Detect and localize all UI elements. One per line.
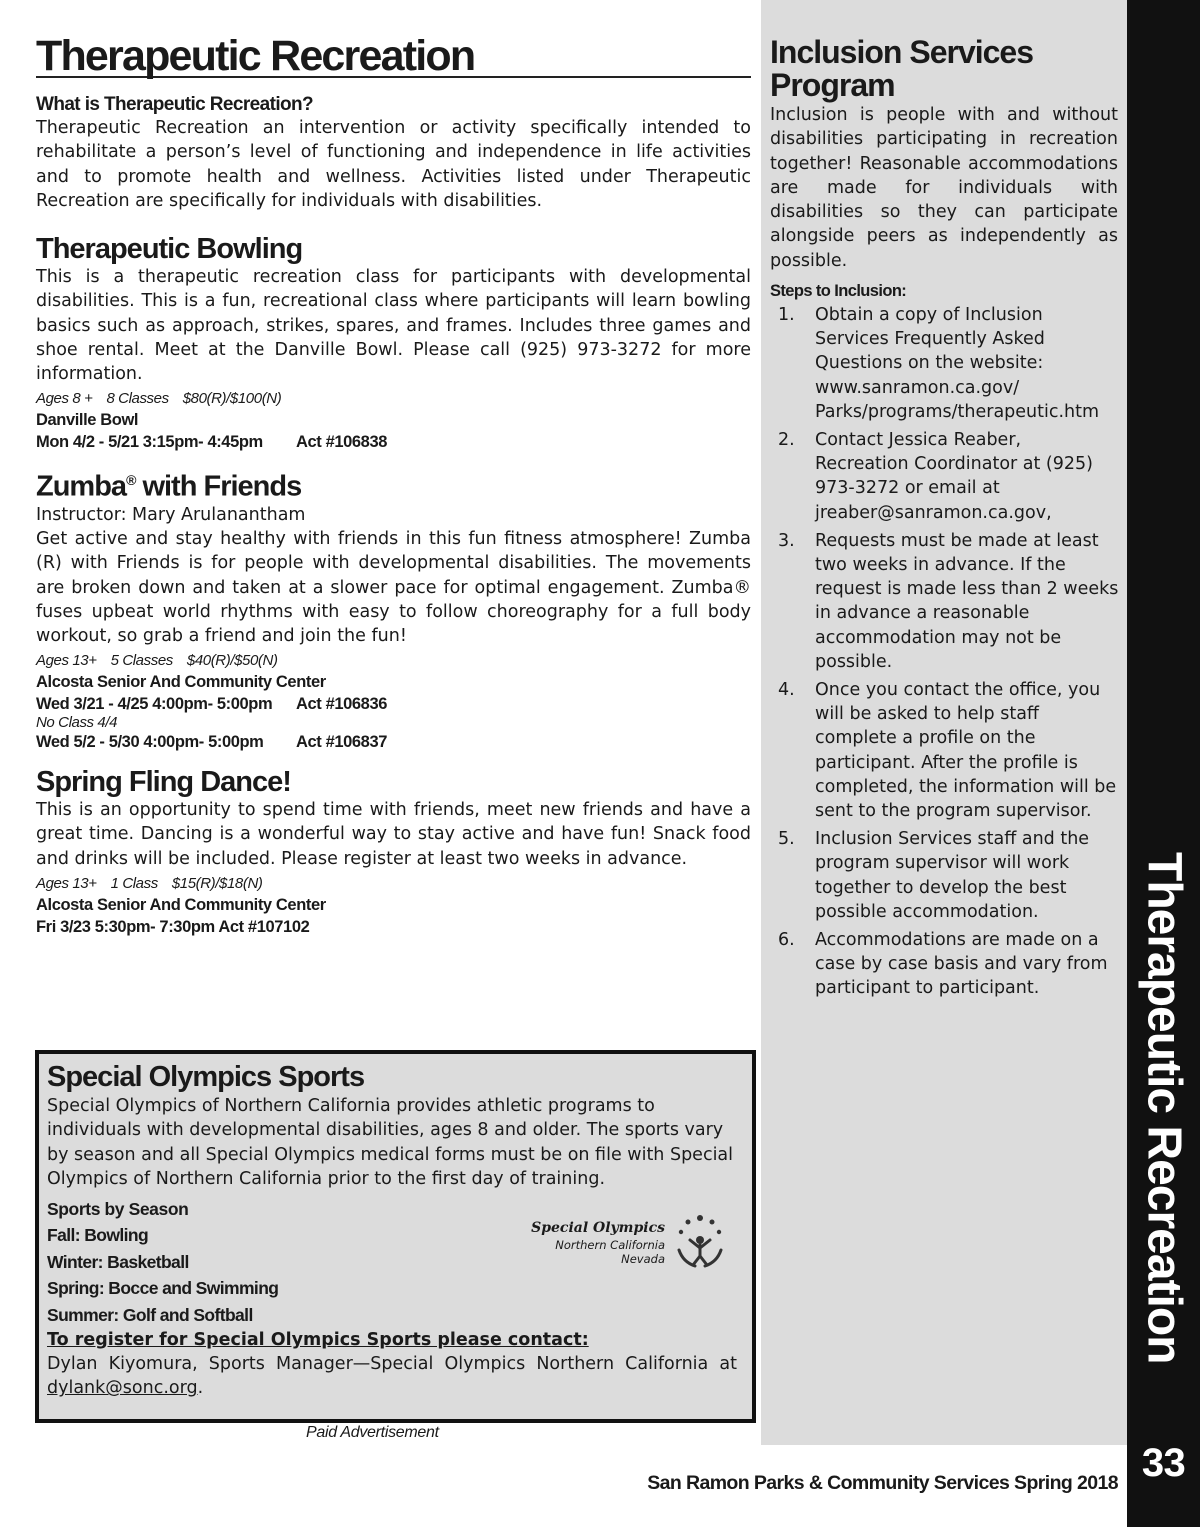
dance-body: This is an opportunity to spend time with friends, meet new friends and have a great time. Dancing is a wonderful way to stay active and have fun! Snack food and drinks will be included. Please register at least two weeks in advance. [36, 800, 751, 869]
inclusion-title: Inclusion Services Program [770, 34, 1034, 103]
season-summer: Summer: Golf and Softball [47, 1304, 253, 1325]
bowling-meta [36, 389, 751, 409]
zumba-price: $40(R)/$50(N) [186, 652, 278, 670]
page-footer: San Ramon Parks & Community Services Spring 2018 [647, 1472, 1118, 1494]
bowling-section [36, 233, 751, 453]
special-olympics-logo [509, 1210, 729, 1270]
step-item [770, 678, 1120, 823]
bowling-body: This is a therapeutic recreation class for participants with developmental disabilities. This is a fun, recreational class where participants will learn bowling basics such as approach, strikes, spares, and frames. Includes three games and shoe rental. Meet at the Danville Bowl. Please call (925) 973-3272 for more information. [36, 267, 751, 385]
bowling-location: Danville Bowl [36, 411, 139, 430]
bowling-schedule-row [36, 431, 751, 453]
step-text: Requests must be made at least two weeks in advance. If the request is made less than 2 weeks in advance a reasonable accommodation may not be possible. [815, 530, 1119, 672]
bowling-schedule: Mon 4/2 - 5/21 3:15pm- 4:45pm [36, 433, 263, 452]
season-fall: Fall: Bowling [47, 1225, 149, 1246]
step-item [770, 303, 1120, 424]
zumba-schedule-2: Wed 5/2 - 5/30 4:00pm- 5:00pm [36, 733, 264, 752]
step-item [770, 928, 1120, 1001]
register-contact-heading: To register for Special Olympics Sports please contact: [47, 1330, 589, 1351]
dance-location: Alcosta Senior And Community Center [36, 895, 326, 914]
zumba-schedule-1: Wed 3/21 - 4/25 4:00pm- 5:00pm [36, 695, 273, 714]
steps-list [770, 303, 1120, 1005]
step-number: 6. [778, 930, 795, 951]
step-number: 5. [778, 829, 795, 850]
step-text: Accommodations are made on a case by case basis and vary from participant to participant. [815, 930, 1108, 999]
dance-price: $15(R)/$18(N) [171, 874, 263, 892]
special-olympics-box [35, 1050, 756, 1423]
step-number: 1. [778, 305, 795, 325]
zumba-meta [36, 651, 751, 671]
intro-section [36, 94, 751, 213]
dance-title: Spring Fling Dance! [36, 766, 291, 798]
logo-line-1: Special Olympics [531, 1220, 665, 1236]
step-text: Once you contact the office, you will be asked to help staff complete a profile on the participant. After the profile is completed, the information will be sent to the program supervisor. [815, 680, 1117, 822]
zumba-ages: Ages 13+ [36, 652, 97, 670]
special-olympics-title: Special Olympics Sports [47, 1061, 365, 1093]
paid-advertisement-label: Paid Advertisement [306, 1424, 439, 1441]
steps-heading: Steps to Inclusion: [770, 282, 907, 300]
season-spring: Spring: Bocce and Swimming [47, 1278, 279, 1299]
side-tab-label: Therapeutic Recreation [1137, 851, 1191, 1364]
inclusion-body: Inclusion is people with and without disabilities participating in recreation together! Reasonable accommodations are made for individuals with disabilities so they can participate alongside peers as independently as possible. [770, 105, 1118, 271]
logo-line-3: Nevada [621, 1252, 665, 1266]
step-text: Obtain a copy of Inclusion Services Frequently Asked Questions on the website: www.sanramon.ca.gov/ Parks/programs/therapeutic.htm [815, 305, 1100, 422]
zumba-section [36, 464, 751, 753]
contact-email-link[interactable]: dylank@sonc.org [47, 1378, 198, 1399]
zumba-location: Alcosta Senior And Community Center [36, 673, 326, 692]
sports-by-season-heading: Sports by Season [47, 1199, 189, 1220]
step-item [770, 827, 1120, 924]
contact-end: . [197, 1378, 204, 1399]
dance-schedule: Fri 3/23 5:30pm- 7:30pm Act #107102 [36, 917, 310, 936]
bowling-title: Therapeutic Bowling [36, 233, 303, 265]
step-number: 2. [778, 430, 795, 451]
zumba-title-rest: with Friends [135, 470, 302, 503]
step-text: Contact Jessica Reaber, Recreation Coordinator at (925) 973-3272 or email at jreaber@sanramon.ca.gov, [815, 430, 1093, 523]
step-number: 3. [778, 530, 795, 551]
special-olympics-emblem-icon [673, 1210, 727, 1268]
bowling-ages: Ages 8 + [36, 390, 93, 408]
zumba-title [36, 464, 751, 503]
register-contact [47, 1352, 737, 1401]
zumba-classes: 5 Classes [110, 652, 173, 670]
side-tab [1127, 845, 1200, 1370]
dance-ages: Ages 13+ [36, 874, 97, 892]
dance-classes: 1 Class [110, 874, 158, 892]
step-item [770, 529, 1120, 674]
zumba-schedule-row-1 [36, 693, 751, 715]
bowling-classes: 8 Classes [106, 390, 169, 408]
zumba-act-number-2: Act #106837 [296, 733, 388, 752]
page-number: 33 [1141, 1441, 1186, 1485]
page-title: Therapeutic Recreation [36, 36, 751, 78]
zumba-body: Get active and stay healthy with friends in this fun fitness atmosphere! Zumba (R) with Friends is for people with developmental disabilities. The movements are broken down and taken at a slower pace for optimal engagement. Zumba® fuses upbeat world rhythms with easy to follow choreography for a full body workout, so grab a friend and join the fun! [36, 528, 751, 647]
zumba-act-number-1: Act #106836 [296, 695, 388, 714]
bowling-act-number: Act #106838 [296, 433, 388, 452]
zumba-no-class-note: No Class 4/4 [36, 714, 118, 732]
special-olympics-body: Special Olympics of Northern California provides athletic programs to individuals with developmental disabilities, ages 8 and older. The sports vary by season and all Special Olympics medical forms must be on file with Special Olympics of Northern California prior to the first day of training. [47, 1096, 734, 1189]
intro-heading: What is Therapeutic Recreation? [36, 94, 314, 115]
zumba-title-reg: ® [126, 472, 136, 488]
zumba-instructor: Instructor: Mary Arulanantham [36, 504, 306, 525]
zumba-title-main: Zumba [36, 470, 127, 503]
dance-meta [36, 874, 751, 894]
contact-text: Dylan Kiyomura, Sports Manager—Special Olympics Northern California at [47, 1354, 737, 1375]
zumba-schedule-row-2 [36, 731, 751, 753]
dance-section [36, 766, 751, 938]
step-number: 4. [778, 680, 795, 701]
intro-body: Therapeutic Recreation an intervention or activity specifically intended to rehabilitate a person’s level of functioning and independence in life activities and to promote health and wellness. Activities listed under Therapeutic Recreation are specifically for individuals with disabilities. [36, 118, 751, 211]
step-text: Inclusion Services staff and the program supervisor will work together to develop the best possible accommodation. [815, 829, 1090, 922]
bowling-price: $80(R)/$100(N) [182, 390, 282, 408]
season-winter: Winter: Basketball [47, 1251, 189, 1272]
logo-line-2: Northern California [555, 1238, 665, 1252]
step-item [770, 428, 1120, 525]
